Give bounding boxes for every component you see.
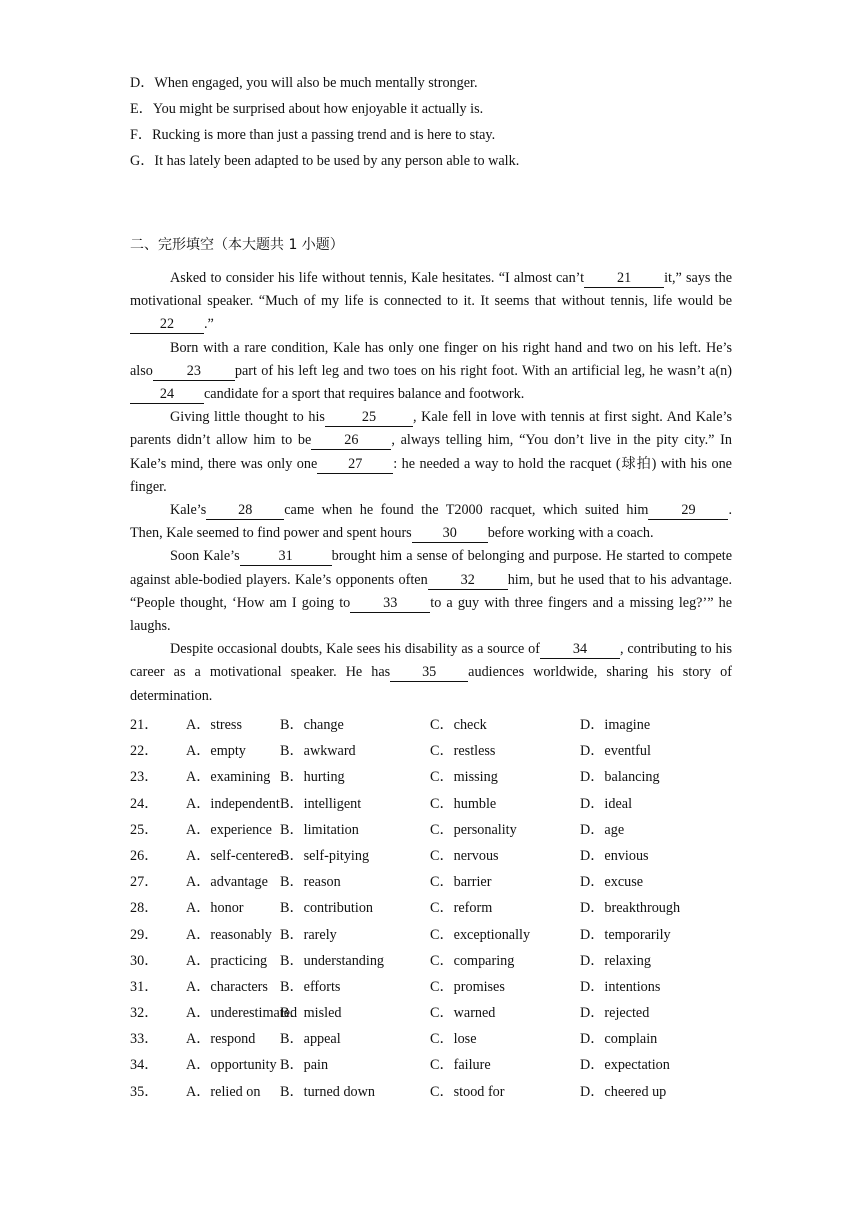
question-row (130, 1028, 750, 1054)
passage-text: : he needed a way to hold the racquet (球拍) with his one finger. (130, 455, 732, 495)
passage-text: candidate for a sport that requires balance and footwork. (204, 386, 525, 403)
passage-paragraph-2 (130, 337, 732, 407)
question-number: 29． (130, 926, 159, 943)
choice-c: C．reform (430, 900, 493, 917)
passage-text: .” (204, 316, 214, 333)
passage-paragraph-3 (130, 406, 732, 499)
passage-text: him, but he used that to his advantage. “People thought, ‘How am I going to (130, 571, 733, 611)
blank-22: 22 (130, 316, 204, 334)
choice-a: A．advantage (186, 874, 268, 891)
blank-33: 33 (350, 595, 430, 613)
choice-b: B．limitation (280, 821, 359, 838)
choice-a: A．honor (186, 900, 244, 917)
question-row (130, 1081, 750, 1107)
choice-a: A．experience (186, 821, 272, 838)
choice-c: C．barrier (430, 874, 492, 891)
choice-d: D．temporarily (580, 926, 671, 943)
choice-b: B．efforts (280, 978, 341, 995)
question-number: 25． (130, 821, 159, 838)
choice-a: A．relied on (186, 1083, 261, 1100)
choice-d: D．intentions (580, 978, 661, 995)
choice-c: C．failure (430, 1057, 491, 1074)
blank-21: 21 (584, 270, 664, 288)
question-row (130, 740, 750, 766)
passage-text: part of his left leg and two toes on his right foot. With an artificial leg, he wasn’t a(n) (234, 362, 732, 379)
blank-31: 31 (240, 548, 332, 566)
choice-a: A．underestimated (186, 1005, 298, 1022)
section-title: 二、完形填空（本大题共 1 小题） (130, 237, 344, 253)
option-f: F．Rucking is more than just a passing trend and is here to stay. (130, 127, 496, 143)
question-number: 35． (130, 1083, 159, 1100)
question-number: 28． (130, 900, 159, 917)
choice-d: D．cheered up (580, 1083, 667, 1100)
passage-paragraph-1 (130, 267, 732, 337)
choice-a: A．stress (186, 717, 242, 733)
passage-text: , contributing to his career as a motivational speaker. He has (130, 641, 733, 681)
passage-paragraph-5 (130, 545, 732, 638)
choice-a: A．respond (186, 1031, 256, 1048)
choice-d: D．breakthrough (580, 900, 681, 917)
choice-b: B．self-pitying (280, 847, 370, 864)
choice-d: D．age (580, 821, 625, 838)
choice-b: B．hurting (280, 769, 345, 786)
passage-paragraph-6 (130, 638, 732, 708)
question-number: 33． (130, 1031, 159, 1048)
choice-c: C．humble (430, 795, 497, 812)
question-row (130, 793, 750, 819)
choice-c: C．stood for (430, 1083, 505, 1100)
blank-29: 29 (648, 502, 728, 520)
question-number: 24． (130, 795, 159, 812)
choice-c: C．personality (430, 821, 517, 838)
choice-d: D．imagine (580, 717, 651, 733)
choice-b: B．reason (280, 874, 341, 891)
question-row (130, 819, 750, 845)
choice-d: D．balancing (580, 769, 660, 786)
choice-d: D．complain (580, 1031, 658, 1048)
passage-paragraph-4 (130, 499, 732, 545)
blank-24: 24 (130, 386, 204, 404)
question-number: 32． (130, 1005, 159, 1022)
question-row (130, 714, 750, 740)
choice-d: D．rejected (580, 1005, 650, 1022)
option-g: G．It has lately been adapted to be used by any person able to walk. (130, 153, 520, 169)
blank-23: 23 (153, 363, 235, 381)
question-row (130, 871, 750, 897)
choice-a: A．characters (186, 978, 268, 995)
question-row (130, 1002, 750, 1028)
choice-c: C．check (430, 717, 487, 733)
choice-b: B．turned down (280, 1083, 375, 1100)
passage-text: to a guy with three fingers and a missing leg?’” he laughs. (130, 594, 733, 635)
choice-d: D．eventful (580, 743, 651, 760)
question-number: 27． (130, 874, 159, 891)
passage-text: Giving little thought to his (170, 409, 325, 426)
question-number: 21． (130, 717, 159, 733)
question-number: 26． (130, 847, 159, 864)
blank-26: 26 (311, 432, 391, 450)
choice-b: B．contribution (280, 900, 374, 917)
passage-text: before working with a coach. (487, 525, 654, 542)
choice-d: D．ideal (580, 795, 633, 812)
choice-c: C．exceptionally (430, 926, 531, 943)
choice-b: B．understanding (280, 952, 385, 969)
choice-c: C．nervous (430, 847, 499, 864)
question-number: 23． (130, 769, 159, 786)
blank-32: 32 (428, 572, 508, 590)
passage-text: , Kale fell in love with tennis at first sight. And Kale’s parents didn’t allow him to be (130, 409, 732, 449)
choice-a: A．practicing (186, 952, 268, 969)
blank-34: 34 (540, 641, 620, 659)
option-e: E．You might be surprised about how enjoyable it actually is. (130, 101, 484, 117)
passage-text: . Then, Kale seemed to find power and spent hours (130, 502, 732, 542)
choice-b: B．rarely (280, 926, 337, 943)
choice-a: A．examining (186, 769, 271, 786)
passage-text: Soon Kale’s (170, 548, 240, 565)
choice-c: C．missing (430, 769, 498, 786)
choice-b: B．change (280, 717, 344, 733)
choice-b: B．awkward (280, 743, 356, 760)
question-row (130, 950, 750, 976)
blank-28: 28 (206, 502, 284, 520)
passage-text: brought him a sense of belonging and purpose. He started to compete against able-bodied players. Kale’s opponents often (130, 548, 732, 588)
choice-d: D．excuse (580, 874, 644, 891)
question-number: 22． (130, 743, 159, 760)
choice-a: A．independent (186, 795, 280, 812)
question-list (130, 714, 750, 1107)
choice-a: A．opportunity (186, 1057, 277, 1074)
passage-text: came when he found the T2000 racquet, which suited him (284, 502, 649, 519)
passage-text: audiences worldwide, sharing his story of determination. (130, 664, 732, 704)
choice-a: A．self-centered (186, 847, 284, 864)
choice-a: A．reasonably (186, 926, 272, 943)
passage-text: Kale’s (170, 502, 207, 519)
passage-text: Despite occasional doubts, Kale sees his disability as a source of (170, 641, 540, 658)
question-row (130, 897, 750, 923)
choice-c: C．lose (430, 1031, 477, 1048)
choice-c: C．warned (430, 1005, 496, 1022)
choice-b: B．misled (280, 1005, 342, 1022)
blank-30: 30 (412, 525, 488, 543)
question-row (130, 766, 750, 792)
choice-a: A．empty (186, 743, 246, 760)
blank-25: 25 (325, 409, 413, 427)
question-number: 34． (130, 1057, 159, 1074)
choice-b: B．intelligent (280, 795, 362, 812)
question-number: 31． (130, 978, 159, 995)
question-row (130, 845, 750, 871)
passage-text: Born with a rare condition, Kale has only one finger on his right hand and two on his left. He’s also (130, 339, 732, 379)
blank-35: 35 (390, 664, 468, 682)
question-row (130, 924, 750, 950)
choice-d: D．relaxing (580, 952, 651, 969)
passage-text: Asked to consider his life without tennis, Kale hesitates. “I almost can’t (170, 270, 585, 286)
choice-c: C．comparing (430, 952, 515, 969)
choice-c: C．restless (430, 743, 496, 760)
choice-c: C．promises (430, 978, 505, 995)
option-d: D．When engaged, you will also be much mentally stronger. (130, 75, 478, 91)
blank-27: 27 (317, 456, 393, 474)
cloze-passage (130, 267, 732, 708)
choice-b: B．pain (280, 1057, 329, 1074)
choice-b: B．appeal (280, 1031, 341, 1048)
passage-text: it,” says the motivational speaker. “Much of my life is connected to it. It seems that without tennis, life would be (130, 270, 732, 310)
question-number: 30． (130, 952, 159, 969)
passage-text: , always telling him, “You don’t live in the pity city.” In Kale’s mind, there was only one (130, 432, 733, 472)
question-row (130, 1054, 750, 1080)
choice-d: D．envious (580, 847, 649, 864)
question-row (130, 976, 750, 1002)
choice-d: D．expectation (580, 1057, 670, 1074)
